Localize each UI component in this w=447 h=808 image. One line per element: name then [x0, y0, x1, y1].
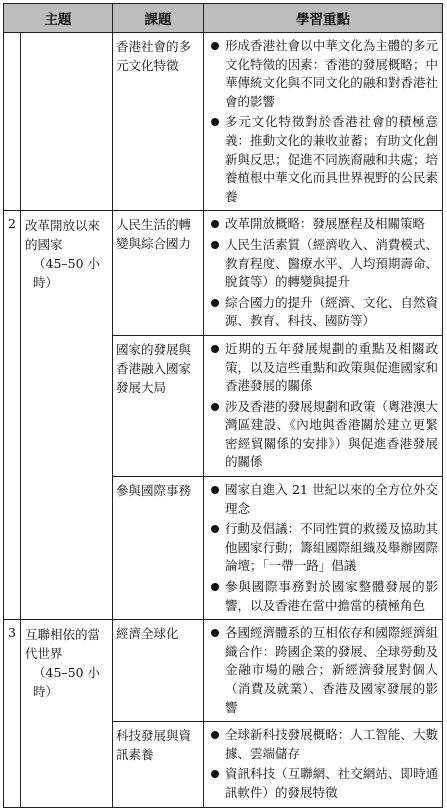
- learning-point: 全球新科技發展概略：人工智能、大數據、雲端儲存: [206, 726, 438, 763]
- learning-point: 涉及香港的發展規劃和政策（粵港澳大灣區建設、《內地與香港關於建立更緊密經貿關係的安排》）與促進香港發展的關係: [206, 398, 438, 472]
- learning-point: 形成香港社會以中華文化為主體的多元文化特徵的因素：香港的發展概略；中華傳統文化與不同文化的融和對香港社會的影響: [206, 37, 438, 111]
- learning-point: 行動及倡議：不同性質的救援及協助其他國家行動；籌組國際組織及舉辦國際論壇；「一帶一路」倡議: [206, 520, 438, 576]
- curriculum-table: [3, 3, 443, 808]
- learning-focus-cell: [204, 620, 443, 722]
- learning-focus-cell: [204, 722, 443, 807]
- learning-point: 人民生活素質（經濟收入、消費模式、教育程度、醫療水平、人均預期壽命、脫貧等）的轉變與提升: [206, 236, 438, 292]
- learning-point: 近期的五年發展規劃的重點及相關政策，以及這些重點和政策與促進國家和香港發展的關係: [206, 340, 438, 396]
- learning-point: 各國經濟體系的互相依存和國際經濟組織合作：跨國企業的發展、全球勞動及金融市場的融合；新經濟發展對個人（消費及就業）、香港及國家發展的影響: [206, 624, 438, 717]
- learning-point: 綜合國力的提升（經濟、文化、自然資源、教育、科技、國防等）: [206, 294, 438, 331]
- learning-point: 國家自進入 21 世紀以來的全方位外交理念: [206, 481, 438, 518]
- table-row: [4, 620, 443, 722]
- topic-name: 經濟全球化: [113, 620, 204, 722]
- theme-name: 互聯相依的當代世界: [25, 627, 101, 662]
- learning-points-list: [206, 726, 438, 802]
- header-theme: 主題: [4, 4, 113, 33]
- theme-name: 改革開放以來的國家: [25, 218, 101, 253]
- learning-focus-cell: [204, 335, 443, 476]
- table-body: [4, 33, 443, 808]
- learning-point: 參與國際事務對於國家整體發展的影響，以及香港在當中擔當的積極角色: [206, 578, 438, 615]
- topic-name: 香港社會的多元文化特徵: [113, 33, 204, 211]
- learning-points-list: [206, 481, 438, 615]
- learning-point: 多元文化特徵對於香港社會的積極意義：推動文化的兼收並蓄；有助文化創新與反思；促進不同族裔融和共處；培養植根中華文化而具世界視野的公民素養: [206, 113, 438, 206]
- table-row: [4, 211, 443, 336]
- header-topic: 課題: [113, 4, 204, 33]
- topic-name: 人民生活的轉變與綜合國力: [113, 211, 204, 336]
- topic-name: 科技發展與資訊素養: [113, 722, 204, 807]
- learning-points-list: [206, 37, 438, 206]
- curriculum-page: [3, 3, 442, 808]
- theme-number: [4, 33, 21, 211]
- learning-focus-cell: [204, 33, 443, 211]
- learning-points-list: [206, 215, 438, 331]
- learning-points-list: [206, 340, 438, 472]
- theme-cell: [21, 33, 113, 211]
- learning-point: 改革開放概略：發展歷程及相關策略: [206, 215, 438, 234]
- theme-hours: （45–50 小時）: [33, 256, 101, 291]
- learning-point: 資訊科技（互聯網、社交網站、即時通訊軟件）的發展特徵: [206, 765, 438, 802]
- theme-cell: [21, 620, 113, 807]
- table-row: [4, 33, 443, 211]
- learning-focus-cell: [204, 477, 443, 620]
- theme-number: 2: [4, 211, 21, 620]
- table-header-row: [4, 4, 443, 33]
- theme-cell: [21, 211, 113, 620]
- learning-focus-cell: [204, 211, 443, 336]
- topic-name: 參與國際事務: [113, 477, 204, 620]
- topic-name: 國家的發展與香港融入國家發展大局: [113, 335, 204, 476]
- header-focus: 學習重點: [204, 4, 443, 33]
- theme-hours: （45–50 小時）: [33, 665, 101, 700]
- learning-points-list: [206, 624, 438, 717]
- theme-number: 3: [4, 620, 21, 807]
